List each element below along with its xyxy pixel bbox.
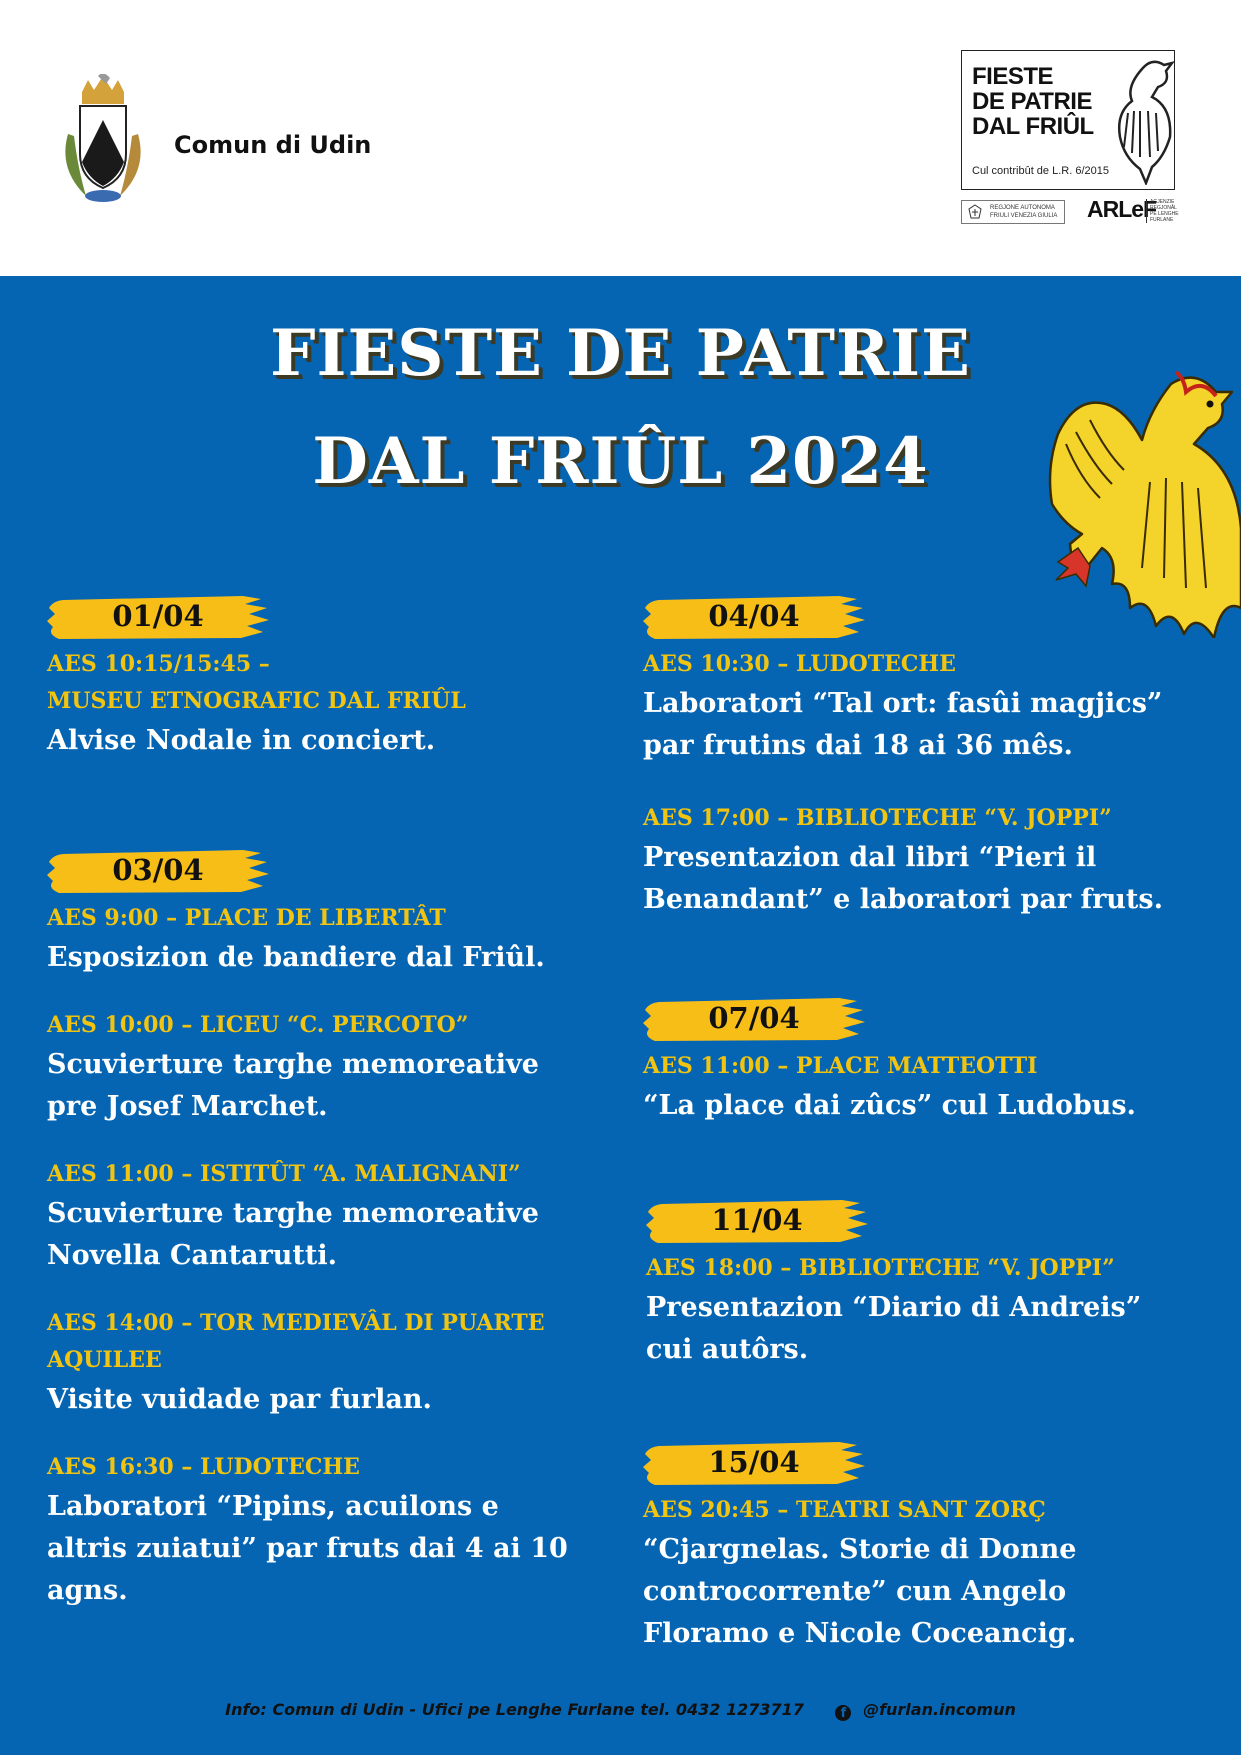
- eagle-icon: [1112, 57, 1174, 185]
- event-item: [643, 646, 1163, 767]
- date-badge: [643, 988, 865, 1048]
- event-item: [47, 1156, 568, 1277]
- event-time-place: AES 10:30 – LUDOTECHE: [643, 651, 956, 677]
- region-logo: REGJONE AUTONOMA FRIULI VENEZIA GIULIA: [961, 200, 1065, 224]
- event-description: Laboratori “Pipins, acuilons e altris zuiatui” par fruts dai 4 ai 10 agns.: [47, 1491, 568, 1606]
- event-description: Scuvierture targhe memoreative pre Josef Marchet.: [47, 1049, 539, 1122]
- event-description: Presentazion dal libri “Pieri il Benandant” e laboratori par fruts.: [643, 842, 1164, 915]
- event-description: Presentazion “Diario di Andreis” cui autôrs.: [646, 1292, 1142, 1365]
- event-description: Visite vuidade par furlan.: [47, 1384, 432, 1415]
- event-item: [47, 1007, 568, 1128]
- date-badge: [646, 1190, 868, 1250]
- event-item: [47, 1449, 568, 1612]
- date-label: 15/04: [708, 1445, 800, 1479]
- event-description: Alvise Nodale in conciert.: [47, 725, 436, 756]
- event-day-04-04: [643, 586, 1163, 921]
- event-item: [646, 1250, 1141, 1371]
- event-time-place: AES 14:00 – TOR MEDIEVÂL DI PUARTE AQUILEE: [47, 1310, 545, 1373]
- event-day-03-04: [47, 840, 568, 1612]
- event-item: [47, 1305, 568, 1421]
- header: [0, 0, 1241, 276]
- event-description: “Cjargnelas. Storie di Donne controcorrente” cun Angelo Floramo e Nicole Coceancig.: [643, 1534, 1077, 1649]
- date-label: 04/04: [708, 599, 800, 633]
- event-day-01-04: [47, 586, 466, 762]
- event-time-place: AES 10:15/15:45 – MUSEU ETNOGRAFIC DAL FRIÛL: [47, 651, 466, 714]
- event-item: [643, 1048, 1136, 1127]
- date-label: 03/04: [112, 853, 204, 887]
- event-description: “La place dai zûcs” cul Ludobus.: [643, 1090, 1136, 1121]
- event-item: [47, 646, 466, 762]
- arlef-logo: ARLeF: [1087, 196, 1157, 222]
- logo-title: FIESTE DE PATRIE DAL FRIÛL: [972, 63, 1094, 140]
- date-badge: [47, 586, 269, 646]
- event-description: Esposizion de bandiere dal Friûl.: [47, 942, 545, 973]
- event-day-11-04: [646, 1190, 1141, 1371]
- arlef-subtitle: AGJENZIE REGJONÂL PE LENGHE FURLANE: [1146, 199, 1182, 223]
- date-badge: [643, 1432, 865, 1492]
- event-description: Laboratori “Tal ort: fasûi magjics” par frutins dai 18 ai 36 mês.: [643, 688, 1163, 761]
- event-time-place: AES 18:00 – BIBLIOTECHE “V. JOPPI”: [646, 1255, 1115, 1281]
- event-time-place: AES 20:45 – TEATRI SANT ZORÇ: [643, 1497, 1046, 1523]
- date-badge: [643, 586, 865, 646]
- page-title-line1: FIESTE DE PATRIE: [270, 316, 971, 391]
- logo-subtitle: Cul contribût de L.R. 6/2015: [972, 165, 1109, 177]
- event-item: [47, 900, 568, 979]
- event-time-place: AES 17:00 – BIBLIOTECHE “V. JOPPI”: [643, 805, 1112, 831]
- event-time-place: AES 10:00 – LICEU “C. PERCOTO”: [47, 1012, 469, 1038]
- facebook-icon: f: [835, 1705, 851, 1721]
- event-item: [643, 800, 1163, 921]
- page-title-line2: DAL FRIÛL 2024: [312, 424, 929, 499]
- udine-crest-icon: [58, 74, 148, 206]
- event-time-place: AES 11:00 – ISTITÛT “A. MALIGNANI”: [47, 1161, 521, 1187]
- date-badge: [47, 840, 269, 900]
- date-label: 11/04: [711, 1203, 803, 1237]
- event-description: Scuvierture targhe memoreative Novella Cantarutti.: [47, 1198, 539, 1271]
- footer: [0, 1700, 1241, 1721]
- comune-name: Comun di Udin: [174, 131, 372, 159]
- date-label: 07/04: [708, 1001, 800, 1035]
- event-time-place: AES 16:30 – LUDOTECHE: [47, 1454, 360, 1480]
- event-day-15-04: [643, 1432, 1076, 1655]
- footer-social-link[interactable]: @furlan.incomun: [863, 1700, 1016, 1719]
- region-emblem-icon: [967, 204, 983, 220]
- event-time-place: AES 9:00 – PLACE DE LIBERTÂT: [47, 905, 446, 931]
- footer-info: Info: Comun di Udin - Ufici pe Lenghe Furlane tel. 0432 1273717: [225, 1700, 804, 1719]
- event-time-place: AES 11:00 – PLACE MATTEOTTI: [643, 1053, 1038, 1079]
- fieste-logo: [961, 50, 1175, 190]
- main-section: [0, 276, 1241, 1755]
- event-item: [643, 1492, 1076, 1655]
- date-label: 01/04: [112, 599, 204, 633]
- event-day-07-04: [643, 988, 1136, 1127]
